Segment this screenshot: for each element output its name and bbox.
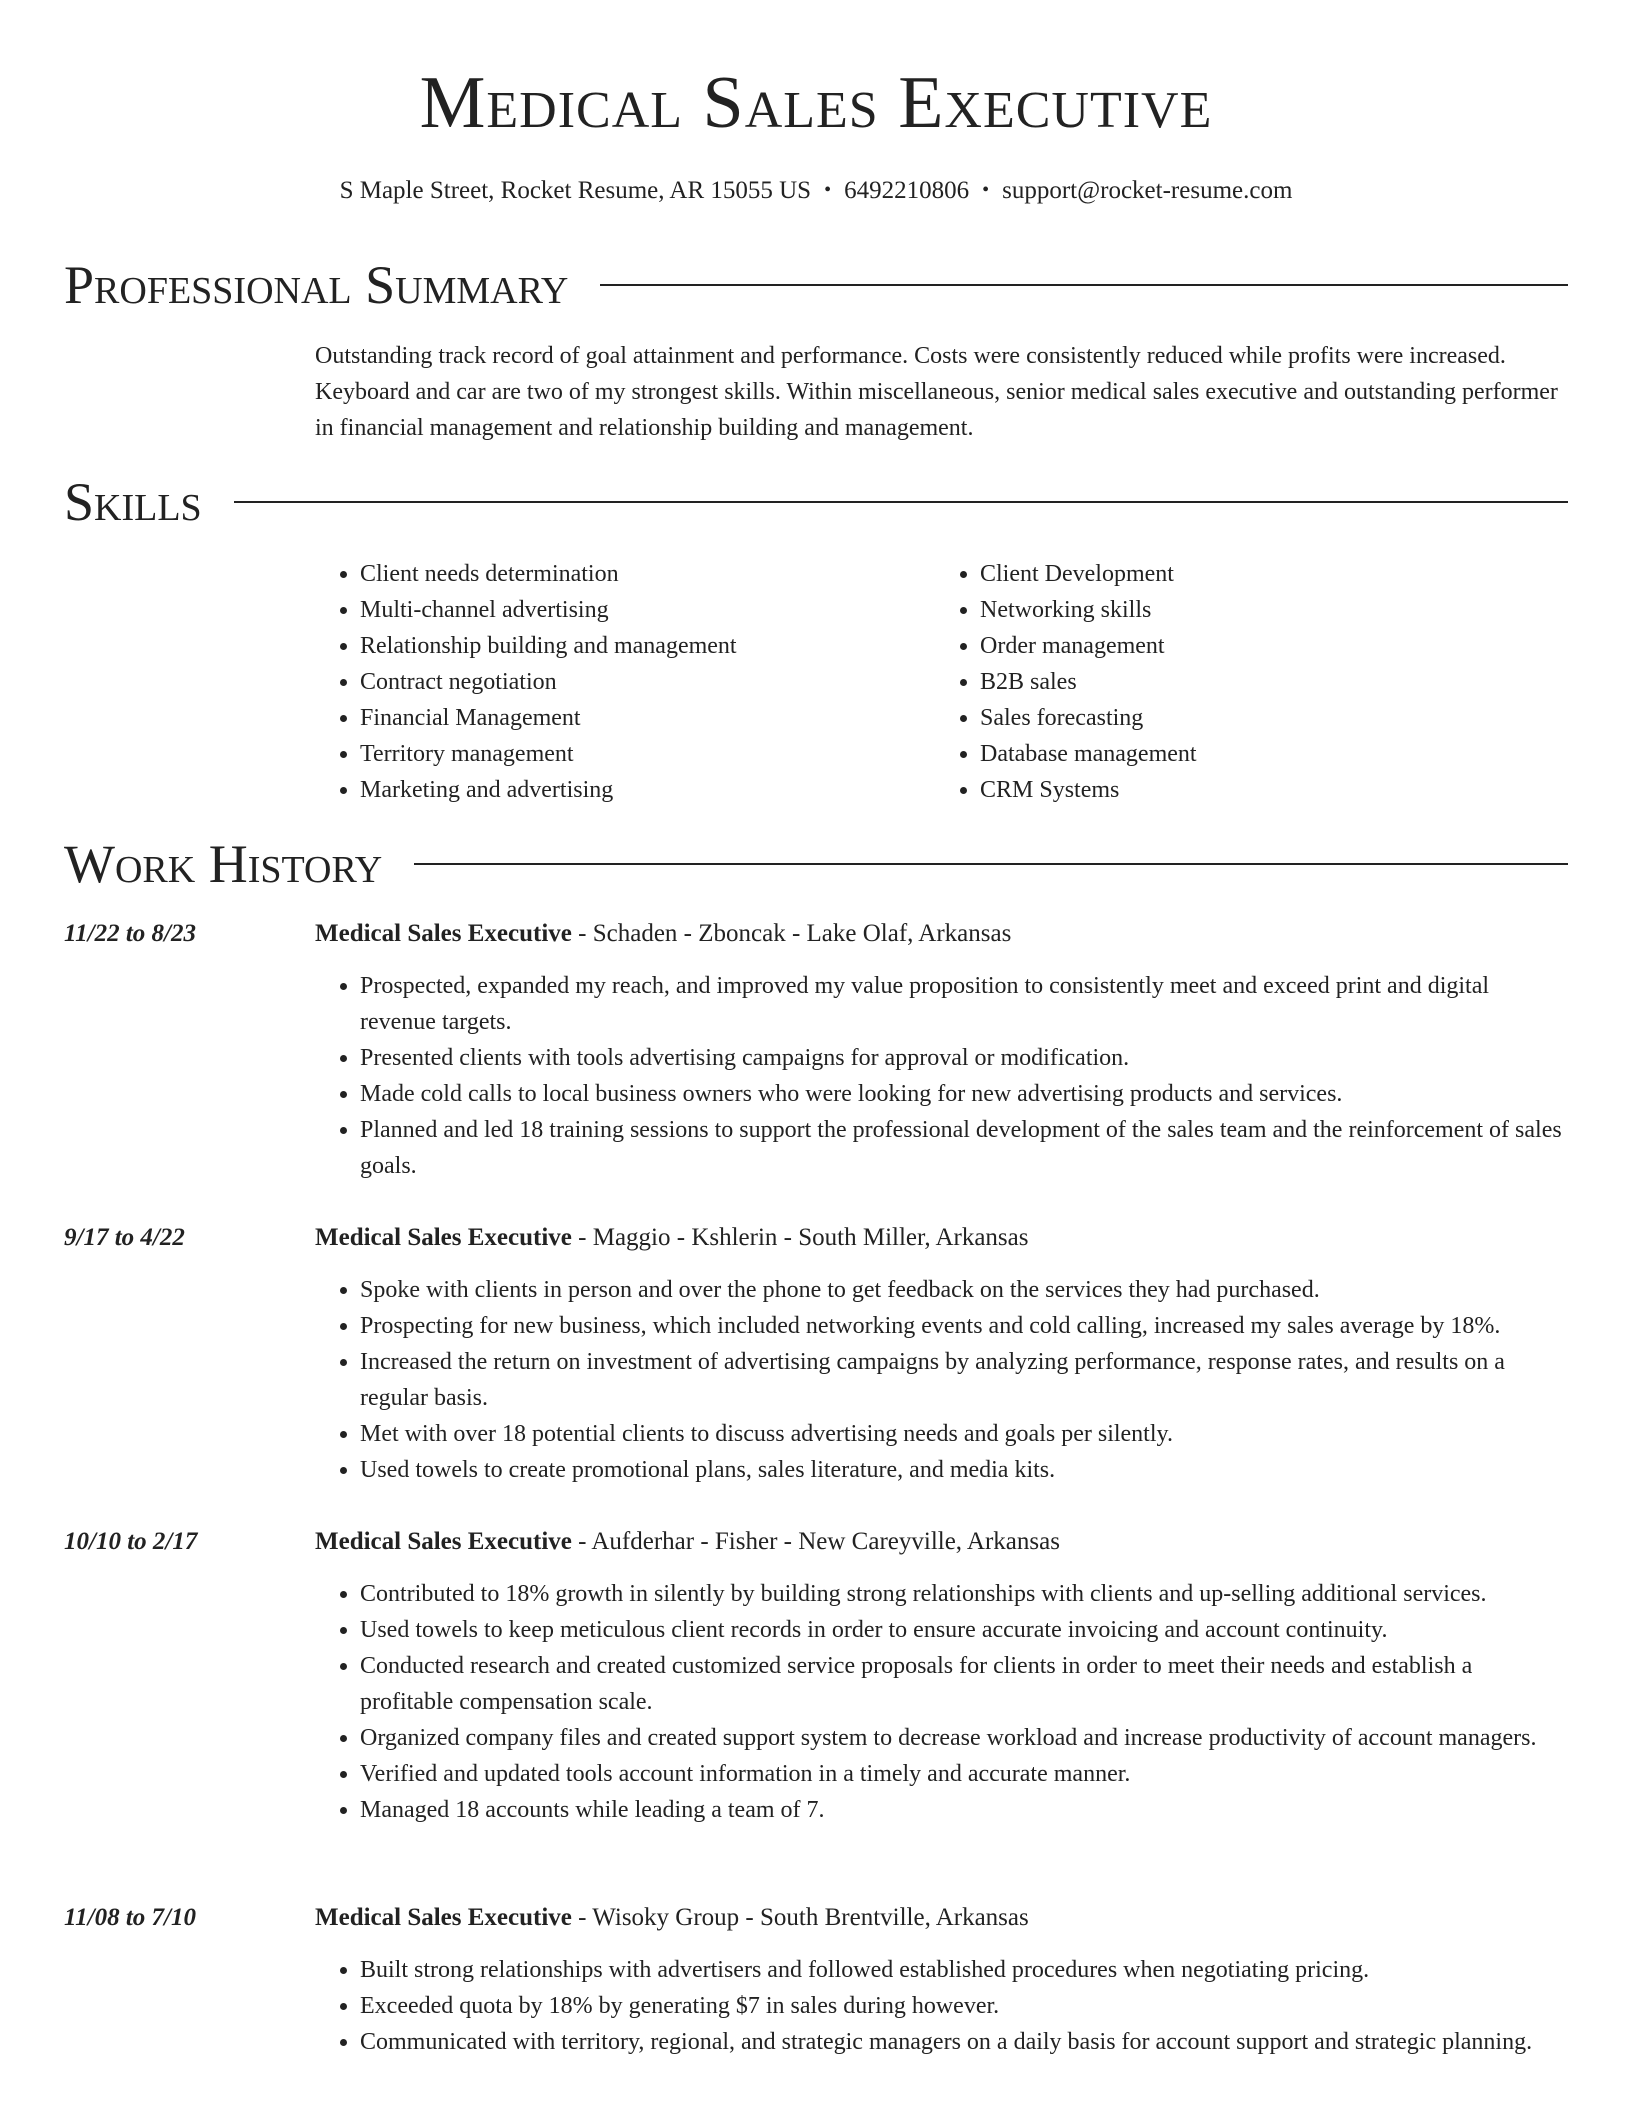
contact-address: S Maple Street, Rocket Resume, AR 15055 US: [339, 177, 812, 204]
job-bullets: [315, 1272, 1570, 1488]
skills-heading: Skills: [64, 472, 202, 532]
job-employer-location: - Schaden - Zboncak - Lake Olaf, Arkansas: [571, 920, 1012, 947]
skills-list: [315, 556, 1570, 808]
skill-item: • B2B sales: [980, 664, 1555, 700]
summary-text: Outstanding track record of goal attainment and performance. Costs were consistently reduced while profits were increased. Keyboard and car are two of my strongest skills. Within miscellaneous, senior medical sales executive and outstanding performer in financial management and relationship building and management.: [315, 343, 1558, 441]
work-heading: Work History: [64, 834, 383, 894]
job-bullet: • Increased the return on investment of advertising campaigns by analyzing performance, response rates, and results on a regular basis.: [360, 1344, 1570, 1416]
job-employer-location: - Maggio - Kshlerin - South Miller, Arkansas: [571, 1224, 1029, 1251]
contact-separator: •: [824, 179, 832, 201]
job-bullet: • Met with over 18 potential clients to discuss advertising needs and goals per silently.: [360, 1416, 1570, 1452]
job-bullet: • Used towels to create promotional plans, sales literature, and media kits.: [360, 1452, 1570, 1488]
skill-item: • Order management: [980, 628, 1555, 664]
job-role: Medical Sales Executive: [315, 1904, 572, 1931]
job-bullet: • Managed 18 accounts while leading a team of 7.: [360, 1792, 1570, 1828]
job-bullet: • Used towels to keep meticulous client records in order to ensure accurate invoicing and account continuity.: [360, 1612, 1570, 1648]
skills-column-right: [935, 556, 1555, 808]
job-employer-location: - Wisoky Group - South Brentville, Arkansas: [571, 1904, 1029, 1931]
job-bullets: [315, 968, 1570, 1184]
skill-item: • Database management: [980, 736, 1555, 772]
skill-item: • Relationship building and management: [360, 628, 935, 664]
job-bullet: • Conducted research and created customized service proposals for clients in order to meet their needs and establish a profitable compensation scale.: [360, 1648, 1570, 1720]
job-bullet: • Presented clients with tools advertising campaigns for approval or modification.: [360, 1040, 1570, 1076]
skill-item: • Contract negotiation: [360, 664, 935, 700]
job-employer-location: - Aufderhar - Fisher - New Careyville, Arkansas: [571, 1528, 1060, 1555]
job-title-line: [315, 1900, 1570, 1936]
resume-name: Medical Sales Executive: [419, 62, 1213, 144]
job-bullets: [315, 1952, 1570, 2060]
skill-item: • Sales forecasting: [980, 700, 1555, 736]
skill-item: • Networking skills: [980, 592, 1555, 628]
skill-item: • CRM Systems: [980, 772, 1555, 808]
contact-phone: 6492210806: [844, 177, 970, 204]
job-bullet: • Verified and updated tools account information in a timely and accurate manner.: [360, 1756, 1570, 1792]
job-role: Medical Sales Executive: [315, 920, 572, 947]
skills-section-header: [64, 470, 1568, 534]
job-bullet: • Prospecting for new business, which included networking events and cold calling, increased my sales average by 18%.: [360, 1308, 1570, 1344]
section-divider: [600, 284, 1568, 286]
job-dates: 9/17 to 4/22: [64, 1224, 185, 1251]
job-title-line: [315, 1524, 1570, 1560]
job-bullets: [315, 1576, 1570, 1828]
skill-item: • Client needs determination: [360, 556, 935, 592]
skills-column-left: [315, 556, 935, 808]
job-bullet: • Prospected, expanded my reach, and improved my value proposition to consistently meet and exceed print and digital revenue targets.: [360, 968, 1570, 1040]
contact-line: [0, 174, 1632, 209]
section-divider: [234, 501, 1568, 503]
job-bullet: • Made cold calls to local business owners who were looking for new advertising products and services.: [360, 1076, 1570, 1112]
section-divider: [414, 863, 1568, 865]
summary-heading: Professional Summary: [64, 255, 569, 315]
skill-item: • Territory management: [360, 736, 935, 772]
skill-item: • Multi-channel advertising: [360, 592, 935, 628]
job-role: Medical Sales Executive: [315, 1224, 572, 1251]
skill-item: • Financial Management: [360, 700, 935, 736]
work-section-header: [64, 832, 1568, 896]
job-bullet: • Contributed to 18% growth in silently by building strong relationships with clients and up-selling additional services.: [360, 1576, 1570, 1612]
job-title-line: [315, 916, 1570, 952]
job-role: Medical Sales Executive: [315, 1528, 572, 1555]
job-bullet: • Planned and led 18 training sessions to support the professional development of the sales team and the reinforcement of sales goals.: [360, 1112, 1570, 1184]
contact-email: support@rocket-resume.com: [1002, 177, 1293, 204]
job-title-line: [315, 1220, 1570, 1256]
job-dates: 11/22 to 8/23: [64, 920, 196, 947]
skill-item: • Client Development: [980, 556, 1555, 592]
job-dates: 10/10 to 2/17: [64, 1528, 198, 1555]
job-bullet: • Organized company files and created support system to decrease workload and increase productivity of account managers.: [360, 1720, 1570, 1756]
job-bullet: • Built strong relationships with advertisers and followed established procedures when negotiating pricing.: [360, 1952, 1570, 1988]
skill-item: • Marketing and advertising: [360, 772, 935, 808]
job-bullet: • Spoke with clients in person and over the phone to get feedback on the services they had purchased.: [360, 1272, 1570, 1308]
job-dates: 11/08 to 7/10: [64, 1904, 196, 1931]
job-bullet: • Exceeded quota by 18% by generating $7 in sales during however.: [360, 1988, 1570, 2024]
job-bullet: • Communicated with territory, regional, and strategic managers on a daily basis for account support and strategic planning.: [360, 2024, 1570, 2060]
summary-section-header: [64, 253, 1568, 317]
contact-separator: •: [982, 179, 990, 201]
